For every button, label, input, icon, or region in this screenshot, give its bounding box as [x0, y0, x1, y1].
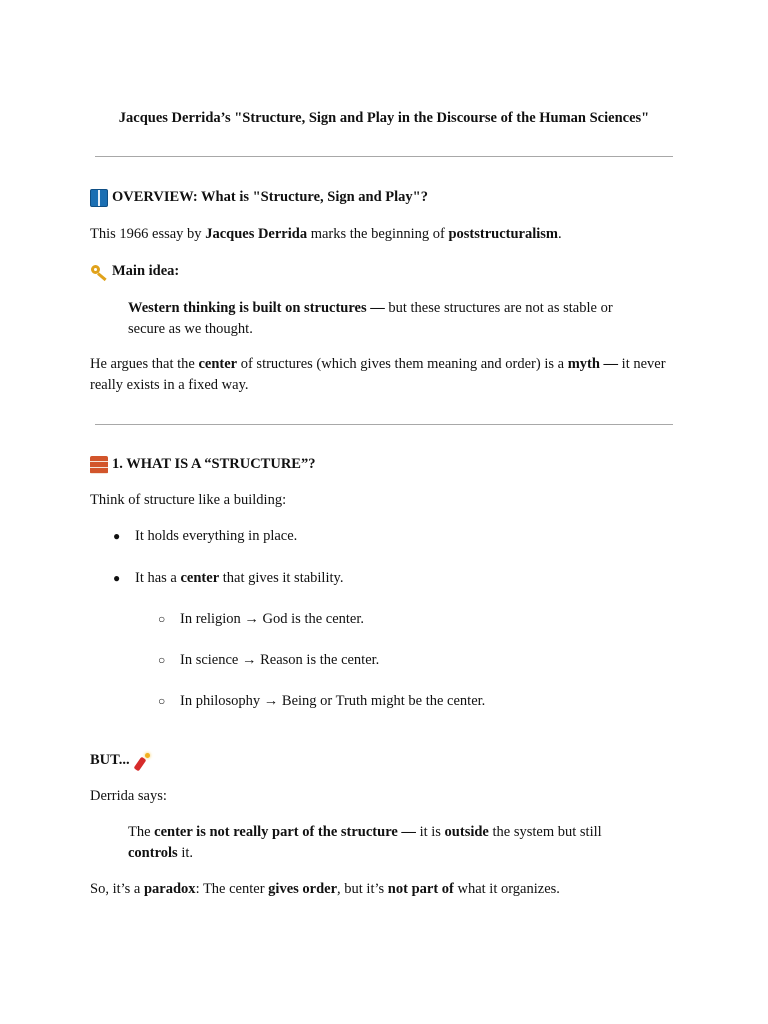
sub-bullet: ○	[158, 653, 166, 667]
divider	[95, 156, 673, 157]
argument-text: it never really exists in a fixed way.	[90, 356, 666, 393]
sub-list-item	[158, 691, 485, 712]
argument-text: of structures (which gives them meaning and order) is a	[237, 356, 568, 372]
quote-bold: center is not really part of the structure —	[154, 824, 416, 840]
dynamite-icon	[134, 752, 152, 770]
list-item-text	[135, 568, 343, 589]
bullet: ●	[113, 529, 121, 543]
bricks-icon	[90, 456, 108, 474]
argument-bold: center	[198, 356, 238, 372]
list-item	[113, 526, 297, 547]
argument-bold: myth —	[567, 356, 619, 372]
sub-list-item-text: In science → Reason is the center.	[180, 652, 380, 668]
divider	[95, 424, 673, 425]
bullet: ●	[113, 571, 121, 585]
overview-argument	[90, 354, 670, 396]
paradox-text: : The center	[195, 881, 269, 897]
list-item-text-part: that gives it stability.	[219, 570, 344, 586]
sub-list-item	[158, 650, 379, 671]
quote-bold: outside	[444, 824, 489, 840]
blue-book-icon	[90, 189, 108, 207]
section1-intro: Think of structure like a building:	[90, 492, 287, 508]
intro-text: .	[558, 226, 562, 242]
author-name: Jacques Derrida	[205, 226, 308, 242]
intro-text: marks the beginning of	[307, 226, 449, 242]
paradox-text: , but it’s	[337, 881, 388, 897]
quote-text: The	[128, 824, 155, 840]
list-item-bold: center	[180, 570, 220, 586]
main-idea-label: Main idea:	[112, 263, 180, 279]
key-icon	[90, 263, 108, 281]
paradox-text: So, it’s a	[90, 881, 144, 897]
quote-bold: controls	[128, 845, 178, 861]
main-idea-quote	[128, 298, 648, 340]
overview-heading-text: OVERVIEW: What is "Structure, Sign and Play"?	[112, 189, 428, 205]
derrida-says: Derrida says:	[90, 788, 167, 804]
sub-bullet: ○	[158, 694, 166, 708]
paradox-line	[90, 879, 690, 900]
list-item-text: It holds everything in place.	[135, 528, 298, 544]
intro-text: This 1966 essay by	[90, 226, 206, 242]
quote-text: it is	[415, 824, 445, 840]
document-title: Jacques Derrida’s "Structure, Sign and Play in the Discourse of the Human Sciences"	[118, 110, 650, 126]
sub-bullet: ○	[158, 612, 166, 626]
quote-text: the system but still	[488, 824, 602, 840]
argument-text: He argues that the	[90, 356, 199, 372]
overview-heading	[90, 187, 428, 208]
movement-name: poststructuralism	[448, 226, 558, 242]
center-quote	[128, 822, 648, 864]
paradox-text: what it organizes.	[453, 881, 560, 897]
paradox-bold: paradox	[143, 881, 196, 897]
overview-intro	[90, 224, 690, 245]
list-item-text-part: It has a	[135, 570, 181, 586]
main-idea-heading	[90, 261, 179, 282]
paradox-bold: not part of	[387, 881, 454, 897]
paradox-bold: gives order	[268, 881, 338, 897]
quote-bold: Western thinking is built on structures —	[128, 300, 385, 316]
section1-heading	[90, 454, 315, 475]
section1-heading-text: 1. WHAT IS A “STRUCTURE”?	[112, 456, 316, 472]
sub-list-item-text: In philosophy → Being or Truth might be the center.	[180, 693, 486, 709]
quote-text: it.	[177, 845, 193, 861]
sub-list-item	[158, 609, 364, 630]
quote-text: but these structures are not as stable or secure as we thought.	[128, 300, 613, 337]
sub-list-item-text: In religion → God is the center.	[180, 611, 365, 627]
but-heading	[90, 750, 156, 771]
but-label: BUT...	[90, 752, 130, 768]
list-item	[113, 568, 343, 589]
